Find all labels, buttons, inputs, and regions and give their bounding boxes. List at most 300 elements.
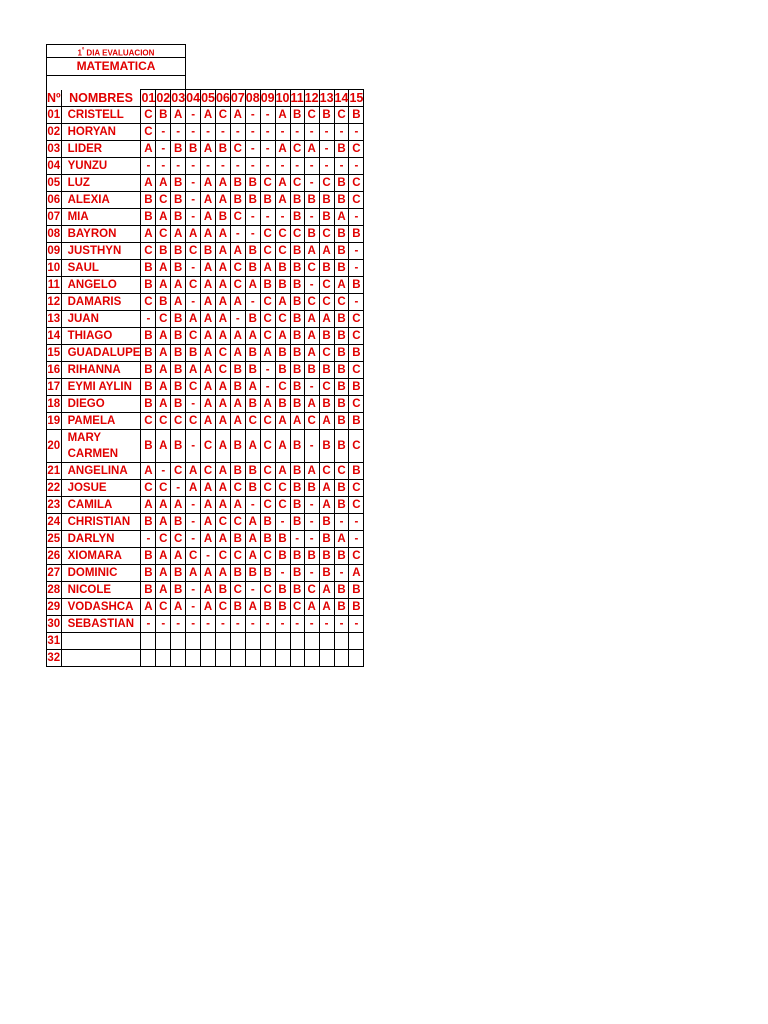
answer-cell: C bbox=[141, 480, 156, 497]
answer-cell: B bbox=[171, 345, 186, 362]
answer-cell: B bbox=[230, 565, 245, 582]
answer-cell: A bbox=[156, 430, 171, 463]
answer-cell: - bbox=[215, 124, 230, 141]
answer-cell: A bbox=[245, 514, 260, 531]
table-row bbox=[47, 616, 364, 633]
answer-cell: B bbox=[171, 362, 186, 379]
answer-cell: - bbox=[186, 294, 201, 311]
table-row bbox=[47, 565, 364, 582]
answer-cell bbox=[171, 650, 186, 667]
answer-cell: B bbox=[334, 311, 349, 328]
evaluation-day-label: $1^º$ DIA EVALUACION bbox=[47, 45, 185, 58]
answer-cell: A bbox=[245, 531, 260, 548]
row-number: 09 bbox=[47, 243, 62, 260]
row-number: 23 bbox=[47, 497, 62, 514]
answer-cell: C bbox=[349, 175, 364, 192]
answer-cell: A bbox=[215, 192, 230, 209]
row-number: 32 bbox=[47, 650, 62, 667]
answer-cell: B bbox=[171, 328, 186, 345]
table-row bbox=[47, 396, 364, 413]
answer-cell: C bbox=[201, 463, 216, 480]
answer-cell: B bbox=[304, 480, 319, 497]
student-name: VODASHCA bbox=[61, 599, 141, 616]
student-name: DARLYN bbox=[61, 531, 141, 548]
answer-cell: A bbox=[201, 565, 216, 582]
answer-cell: A bbox=[319, 480, 334, 497]
answer-cell: A bbox=[201, 599, 216, 616]
answer-cell: A bbox=[201, 294, 216, 311]
answer-cell: B bbox=[275, 260, 290, 277]
answer-cell: B bbox=[141, 328, 156, 345]
answer-cell bbox=[334, 650, 349, 667]
answer-cell: A bbox=[215, 294, 230, 311]
answer-cell: C bbox=[275, 379, 290, 396]
answer-cell bbox=[275, 650, 290, 667]
answer-cell: A bbox=[275, 175, 290, 192]
answer-cell: C bbox=[230, 480, 245, 497]
answer-cell: C bbox=[260, 311, 275, 328]
answer-cell: C bbox=[171, 413, 186, 430]
answer-cell: - bbox=[201, 124, 216, 141]
answer-cell bbox=[275, 633, 290, 650]
answer-cell: A bbox=[201, 396, 216, 413]
student-name: DOMINIC bbox=[61, 565, 141, 582]
answer-cell: A bbox=[215, 463, 230, 480]
answer-cell: A bbox=[304, 345, 319, 362]
answer-cell: A bbox=[215, 531, 230, 548]
answer-cell: B bbox=[275, 582, 290, 599]
table-row bbox=[47, 141, 364, 158]
answer-cell: A bbox=[349, 565, 364, 582]
answer-cell: A bbox=[230, 396, 245, 413]
answer-cell: - bbox=[349, 209, 364, 226]
answer-cell: B bbox=[186, 141, 201, 158]
answer-cell: B bbox=[245, 396, 260, 413]
answer-cell: A bbox=[215, 311, 230, 328]
answer-cell: - bbox=[215, 158, 230, 175]
table-row bbox=[47, 209, 364, 226]
answer-cell: B bbox=[230, 463, 245, 480]
answer-cell: A bbox=[201, 226, 216, 243]
answer-cell: - bbox=[141, 616, 156, 633]
answer-cell: A bbox=[186, 311, 201, 328]
answer-cell: - bbox=[334, 565, 349, 582]
answer-cell: B bbox=[319, 430, 334, 463]
answer-cell bbox=[201, 650, 216, 667]
answer-cell: C bbox=[156, 413, 171, 430]
answer-cell: B bbox=[319, 209, 334, 226]
answer-cell: - bbox=[141, 531, 156, 548]
answer-cell: B bbox=[245, 192, 260, 209]
answer-cell: A bbox=[230, 413, 245, 430]
answer-cell: A bbox=[201, 209, 216, 226]
answer-cell: B bbox=[215, 582, 230, 599]
answer-cell: A bbox=[156, 260, 171, 277]
answer-cell: B bbox=[349, 582, 364, 599]
answer-cell: B bbox=[230, 192, 245, 209]
answer-cell: B bbox=[290, 379, 304, 396]
answer-cell: B bbox=[349, 226, 364, 243]
answer-cell: C bbox=[304, 260, 319, 277]
answer-cell: A bbox=[275, 294, 290, 311]
answer-cell: B bbox=[334, 430, 349, 463]
answer-cell: - bbox=[304, 175, 319, 192]
table-row bbox=[47, 226, 364, 243]
answer-cell: A bbox=[171, 226, 186, 243]
table-row bbox=[47, 633, 364, 650]
answer-cell: - bbox=[304, 616, 319, 633]
table-row bbox=[47, 328, 364, 345]
answer-cell: A bbox=[215, 277, 230, 294]
answer-cell: B bbox=[215, 141, 230, 158]
answer-cell: - bbox=[304, 124, 319, 141]
answer-cell: - bbox=[245, 497, 260, 514]
answer-cell: - bbox=[319, 141, 334, 158]
answer-cell: - bbox=[171, 480, 186, 497]
answer-cell: A bbox=[156, 514, 171, 531]
student-name bbox=[61, 633, 141, 650]
answer-cell: A bbox=[304, 311, 319, 328]
row-number: 07 bbox=[47, 209, 62, 226]
answer-cell: B bbox=[290, 480, 304, 497]
table-row bbox=[47, 277, 364, 294]
answer-cell: - bbox=[186, 514, 201, 531]
answer-cell: A bbox=[215, 175, 230, 192]
answer-cell: - bbox=[245, 582, 260, 599]
answer-cell: - bbox=[290, 124, 304, 141]
answer-cell: B bbox=[334, 599, 349, 616]
student-name: ANGELINA bbox=[61, 463, 141, 480]
answer-cell: A bbox=[230, 243, 245, 260]
answer-cell: B bbox=[141, 582, 156, 599]
answer-cell: A bbox=[141, 226, 156, 243]
answer-cell: - bbox=[349, 243, 364, 260]
table-row bbox=[47, 430, 364, 463]
answer-cell: B bbox=[334, 396, 349, 413]
answer-cell: - bbox=[260, 107, 275, 124]
table-row bbox=[47, 362, 364, 379]
answer-cell: B bbox=[349, 413, 364, 430]
answer-cell: - bbox=[275, 209, 290, 226]
answer-cell: A bbox=[156, 396, 171, 413]
answer-cell: C bbox=[349, 430, 364, 463]
answer-cell: A bbox=[156, 328, 171, 345]
answer-cell: A bbox=[275, 463, 290, 480]
answer-cell: B bbox=[319, 565, 334, 582]
answer-cell: B bbox=[334, 141, 349, 158]
answer-cell: C bbox=[349, 141, 364, 158]
answer-cell: - bbox=[156, 463, 171, 480]
answer-cell: C bbox=[349, 480, 364, 497]
answer-cell: B bbox=[304, 548, 319, 565]
answer-cell: B bbox=[290, 192, 304, 209]
answer-cell: C bbox=[141, 124, 156, 141]
answer-cell bbox=[156, 633, 171, 650]
answer-cell: - bbox=[186, 192, 201, 209]
answer-cell: B bbox=[334, 362, 349, 379]
student-name: JUSTHYN bbox=[61, 243, 141, 260]
row-number: 26 bbox=[47, 548, 62, 565]
answer-cell: A bbox=[201, 192, 216, 209]
answer-cell: A bbox=[215, 226, 230, 243]
student-name bbox=[61, 650, 141, 667]
answer-cell: - bbox=[186, 616, 201, 633]
table-row bbox=[47, 548, 364, 565]
answer-cell: - bbox=[275, 158, 290, 175]
answer-cell: B bbox=[304, 226, 319, 243]
answer-cell: C bbox=[201, 430, 216, 463]
student-name: CAMILA bbox=[61, 497, 141, 514]
answer-cell: - bbox=[349, 260, 364, 277]
answer-cell: C bbox=[215, 599, 230, 616]
answer-cell: - bbox=[349, 531, 364, 548]
answer-cell: - bbox=[349, 616, 364, 633]
answer-cell: B bbox=[290, 582, 304, 599]
table-row bbox=[47, 311, 364, 328]
answer-cell: C bbox=[349, 362, 364, 379]
answer-cell: A bbox=[260, 260, 275, 277]
answer-cell bbox=[304, 650, 319, 667]
answer-cell: A bbox=[201, 497, 216, 514]
answer-cell: B bbox=[290, 277, 304, 294]
answer-cell: C bbox=[275, 226, 290, 243]
table-row bbox=[47, 260, 364, 277]
answer-cell: A bbox=[156, 582, 171, 599]
answer-cell: A bbox=[245, 379, 260, 396]
row-number: 30 bbox=[47, 616, 62, 633]
answer-cell: - bbox=[349, 158, 364, 175]
answer-cell: C bbox=[275, 497, 290, 514]
answer-cell: B bbox=[334, 260, 349, 277]
answer-cell: B bbox=[334, 328, 349, 345]
answer-cell: C bbox=[319, 294, 334, 311]
answer-cell: A bbox=[215, 379, 230, 396]
table-body bbox=[47, 107, 364, 667]
answer-cell: C bbox=[230, 582, 245, 599]
answer-cell: A bbox=[245, 548, 260, 565]
answer-cell: C bbox=[230, 141, 245, 158]
answer-cell: B bbox=[290, 294, 304, 311]
answer-cell: A bbox=[201, 328, 216, 345]
answer-cell: C bbox=[304, 582, 319, 599]
answer-cell: A bbox=[171, 294, 186, 311]
answer-cell: - bbox=[156, 616, 171, 633]
answer-cell: B bbox=[290, 311, 304, 328]
answer-cell bbox=[156, 650, 171, 667]
answer-cell: B bbox=[245, 243, 260, 260]
answer-cell: B bbox=[171, 141, 186, 158]
answer-cell: B bbox=[275, 599, 290, 616]
answer-cell: B bbox=[290, 260, 304, 277]
row-number: 22 bbox=[47, 480, 62, 497]
answer-cell: C bbox=[260, 328, 275, 345]
student-name: CHRISTIAN bbox=[61, 514, 141, 531]
answer-cell: A bbox=[156, 362, 171, 379]
answer-cell bbox=[304, 633, 319, 650]
answer-cell: B bbox=[245, 463, 260, 480]
answer-cell: B bbox=[349, 379, 364, 396]
row-number: 25 bbox=[47, 531, 62, 548]
answer-cell: C bbox=[260, 226, 275, 243]
answer-cell: - bbox=[186, 599, 201, 616]
answer-cell: B bbox=[290, 548, 304, 565]
answer-cell: C bbox=[230, 260, 245, 277]
answer-cell: - bbox=[260, 141, 275, 158]
answer-cell: B bbox=[230, 175, 245, 192]
answer-cell: C bbox=[349, 497, 364, 514]
answer-cell: B bbox=[319, 328, 334, 345]
answer-cell: B bbox=[334, 379, 349, 396]
answer-cell: B bbox=[260, 531, 275, 548]
answer-cell: - bbox=[201, 158, 216, 175]
answer-cell: A bbox=[201, 175, 216, 192]
answer-cell: - bbox=[245, 141, 260, 158]
column-header-question: 07 bbox=[230, 91, 245, 105]
answer-cell: B bbox=[260, 599, 275, 616]
answer-cell: A bbox=[215, 243, 230, 260]
row-number: 27 bbox=[47, 565, 62, 582]
answer-cell: - bbox=[186, 497, 201, 514]
answer-cell: - bbox=[334, 616, 349, 633]
answer-cell: C bbox=[141, 243, 156, 260]
answer-cell: A bbox=[304, 328, 319, 345]
answer-cell: A bbox=[156, 277, 171, 294]
answer-cell: B bbox=[334, 480, 349, 497]
answer-cell: A bbox=[304, 396, 319, 413]
answer-cell: C bbox=[156, 226, 171, 243]
answer-cell: - bbox=[304, 209, 319, 226]
answer-cell: - bbox=[304, 514, 319, 531]
answer-cell: A bbox=[171, 497, 186, 514]
answer-cell: - bbox=[230, 616, 245, 633]
answer-cell: A bbox=[156, 175, 171, 192]
student-name: LIDER bbox=[61, 141, 141, 158]
answer-cell: - bbox=[186, 582, 201, 599]
table-row bbox=[47, 514, 364, 531]
answer-cell: C bbox=[156, 531, 171, 548]
answer-cell: C bbox=[334, 463, 349, 480]
answer-cell: B bbox=[141, 379, 156, 396]
answer-cell: A bbox=[215, 396, 230, 413]
answer-cell: B bbox=[245, 345, 260, 362]
answer-cell bbox=[260, 650, 275, 667]
answer-cell: A bbox=[156, 379, 171, 396]
answer-cell bbox=[290, 650, 304, 667]
answer-cell: A bbox=[171, 277, 186, 294]
answer-cell: C bbox=[260, 582, 275, 599]
answer-cell: B bbox=[260, 514, 275, 531]
student-name: GUADALUPE bbox=[61, 345, 141, 362]
answer-cell: C bbox=[230, 209, 245, 226]
answer-cell: A bbox=[230, 107, 245, 124]
answer-cell: - bbox=[304, 430, 319, 463]
answer-cell: B bbox=[349, 277, 364, 294]
answer-cell: - bbox=[156, 141, 171, 158]
answer-cell: A bbox=[201, 260, 216, 277]
answer-cell bbox=[230, 650, 245, 667]
row-number: 14 bbox=[47, 328, 62, 345]
answer-cell: C bbox=[156, 480, 171, 497]
answer-cell: C bbox=[186, 413, 201, 430]
answer-cell: B bbox=[334, 497, 349, 514]
row-number: 02 bbox=[47, 124, 62, 141]
column-header-question: 06 bbox=[215, 91, 230, 105]
row-number: 28 bbox=[47, 582, 62, 599]
answer-cell: B bbox=[141, 277, 156, 294]
answer-cell: B bbox=[245, 175, 260, 192]
answer-cell: B bbox=[245, 565, 260, 582]
column-header-question: 11 bbox=[290, 91, 304, 105]
answer-cell: C bbox=[215, 345, 230, 362]
answer-cell: C bbox=[230, 548, 245, 565]
answer-cell: B bbox=[230, 362, 245, 379]
row-number: 01 bbox=[47, 107, 62, 124]
answer-cell: - bbox=[275, 514, 290, 531]
answer-cell: A bbox=[141, 141, 156, 158]
answer-cell: C bbox=[275, 480, 290, 497]
answer-cell: B bbox=[141, 362, 156, 379]
row-number: 08 bbox=[47, 226, 62, 243]
answer-cell: B bbox=[290, 209, 304, 226]
answer-cell: A bbox=[245, 599, 260, 616]
answer-cell: A bbox=[201, 345, 216, 362]
answer-cell: B bbox=[171, 192, 186, 209]
table-row bbox=[47, 650, 364, 667]
answer-cell: A bbox=[230, 497, 245, 514]
answer-cell: B bbox=[171, 379, 186, 396]
answer-cell: - bbox=[304, 497, 319, 514]
answer-cell: B bbox=[290, 497, 304, 514]
answer-cell: A bbox=[304, 599, 319, 616]
answer-cell: C bbox=[141, 294, 156, 311]
answer-cell: C bbox=[319, 345, 334, 362]
answer-cell bbox=[141, 650, 156, 667]
answer-cell: B bbox=[334, 175, 349, 192]
answer-cell: C bbox=[230, 514, 245, 531]
answer-cell: - bbox=[186, 260, 201, 277]
table-row bbox=[47, 243, 364, 260]
column-header-question: 14 bbox=[334, 91, 349, 105]
answer-cell: A bbox=[319, 599, 334, 616]
answer-cell: - bbox=[319, 616, 334, 633]
answer-cell: B bbox=[186, 345, 201, 362]
answer-cell: - bbox=[245, 158, 260, 175]
answer-cell: A bbox=[275, 413, 290, 430]
answer-cell: A bbox=[215, 430, 230, 463]
answer-cell: A bbox=[215, 328, 230, 345]
column-header-question: 09 bbox=[260, 91, 275, 105]
column-header-question: 05 bbox=[201, 91, 215, 105]
answer-cell: B bbox=[245, 311, 260, 328]
answer-cell: - bbox=[334, 514, 349, 531]
answer-cell: A bbox=[171, 548, 186, 565]
answer-cell: A bbox=[304, 141, 319, 158]
answer-cell: B bbox=[171, 311, 186, 328]
row-number: 18 bbox=[47, 396, 62, 413]
answer-cell: - bbox=[245, 209, 260, 226]
answer-cell: A bbox=[319, 311, 334, 328]
answer-cell: A bbox=[215, 497, 230, 514]
answer-cell: A bbox=[201, 413, 216, 430]
answer-cell bbox=[186, 650, 201, 667]
answer-cell: B bbox=[260, 277, 275, 294]
row-number: 24 bbox=[47, 514, 62, 531]
table-row bbox=[47, 463, 364, 480]
answer-cell: C bbox=[290, 175, 304, 192]
answer-cell bbox=[334, 633, 349, 650]
answer-cell: B bbox=[171, 209, 186, 226]
answer-cell: A bbox=[260, 345, 275, 362]
